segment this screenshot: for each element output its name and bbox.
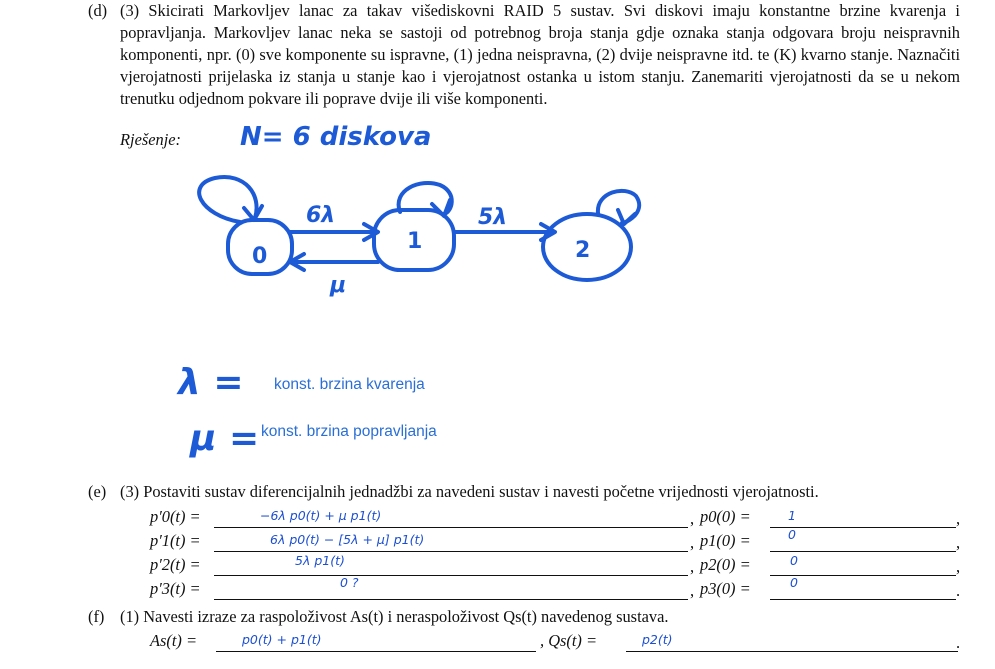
handwritten-initial: 1 (788, 508, 796, 523)
unavailability-lhs: , Qs(t) = (540, 631, 598, 650)
equation-row: p′0(t) = −6λ p0(t) + μ p1(t) , p0(0) = 1 , (150, 507, 961, 528)
handwritten-answer: 0 ? (340, 575, 359, 590)
legend-lambda-symbol: λ = (178, 362, 244, 403)
edge-label-6lambda: 6λ (306, 203, 336, 228)
answer-blank (214, 555, 688, 576)
handwritten-initial: 0 (790, 553, 798, 568)
handwritten-answer: −6λ p0(t) + μ p1(t) (260, 508, 382, 523)
initial-blank (770, 507, 956, 528)
question-f-text: (1) Navesti izraze za raspoloživost As(t) i neraspoloživost Qs(t) navedenog sustava. (120, 607, 669, 626)
initial-lhs: p2(0) = (700, 555, 751, 574)
question-e-text: (3) Postaviti sustav diferencijalnih jednadžbi za navedeni sustav i navesti početne vrijednosti vjerojatnosti. (120, 482, 819, 501)
equation-lhs: p′0(t) = (150, 507, 201, 526)
initial-lhs: p3(0) = (700, 579, 751, 598)
legend-lambda-text: konst. brzina kvarenja (274, 376, 425, 393)
solution-label: Rješenje: (120, 130, 181, 149)
handwritten-disk-count: N= 6 diskova (240, 122, 432, 152)
equation-row: p′2(t) = 5λ p1(t) , p2(0) = 0 , (150, 553, 961, 576)
edge-label-mu: μ (330, 273, 347, 298)
initial-lhs: p0(0) = (700, 507, 751, 526)
legend-mu-symbol: μ = (190, 418, 260, 459)
question-f-marker: (f) (88, 607, 105, 626)
initial-blank (770, 531, 956, 552)
equation-lhs: p′1(t) = (150, 531, 201, 550)
equation-row: p′1(t) = 6λ p0(t) − [5λ + μ] p1(t) , p1(0) = 0 , (150, 527, 961, 552)
question-d-marker: (d) (88, 1, 108, 20)
handwritten-initial: 0 (788, 527, 796, 542)
unavailability-blank (626, 631, 958, 652)
state-1-label: 1 (407, 229, 423, 254)
state-2-label: 2 (575, 238, 591, 263)
handwritten-answer: 6λ p0(t) − [5λ + μ] p1(t) (270, 532, 425, 547)
availability-lhs: As(t) = (150, 631, 198, 650)
legend-mu-text: konst. brzina popravljanja (261, 423, 437, 440)
equation-lhs: p′3(t) = (150, 579, 201, 598)
answer-blank (214, 579, 688, 600)
unavailability-answer: p2(t) (642, 632, 673, 647)
equation-lhs: p′2(t) = (150, 555, 201, 574)
question-e-marker: (e) (88, 482, 107, 501)
initial-lhs: p1(0) = (700, 531, 751, 550)
question-f (88, 606, 960, 628)
handwritten-initial: 0 (790, 575, 798, 590)
equation-row: p′3(t) = 0 ? , p3(0) = 0 . (150, 575, 961, 600)
question-e (88, 481, 960, 503)
handwritten-answer: 5λ p1(t) (295, 553, 345, 568)
edge-label-5lambda: 5λ (478, 205, 508, 230)
availability-row: As(t) = p0(t) + p1(t) , Qs(t) = p2(t) . (150, 631, 961, 652)
state-0-label: 0 (252, 244, 268, 269)
question-d-text: (3) Skicirati Markovljev lanac za takav višediskovni RAID 5 sustav. Svi diskovi imaju konstantne brzine kvarenja i popravljanja. Markovljev lanac neka se sastoji od potrebnog broja stanja gdje oznaka stanja odgovara broju neispravnih komponenti, npr. (0) sve komponente su ispravne, (1) jedna neispravna, (2) dvije neispravne itd. te (K) kvarno stanje. Naznačiti vjerojatnosti prijelaska iz stanja u stanje kao i vjerojatnost ostanka u istom stanju. Zanemariti vjerojatnosti da se u nekom trenutku odjednom pokvare ili poprave dvije ili više komponenti. (120, 1, 960, 108)
availability-answer: p0(t) + p1(t) (242, 632, 322, 647)
